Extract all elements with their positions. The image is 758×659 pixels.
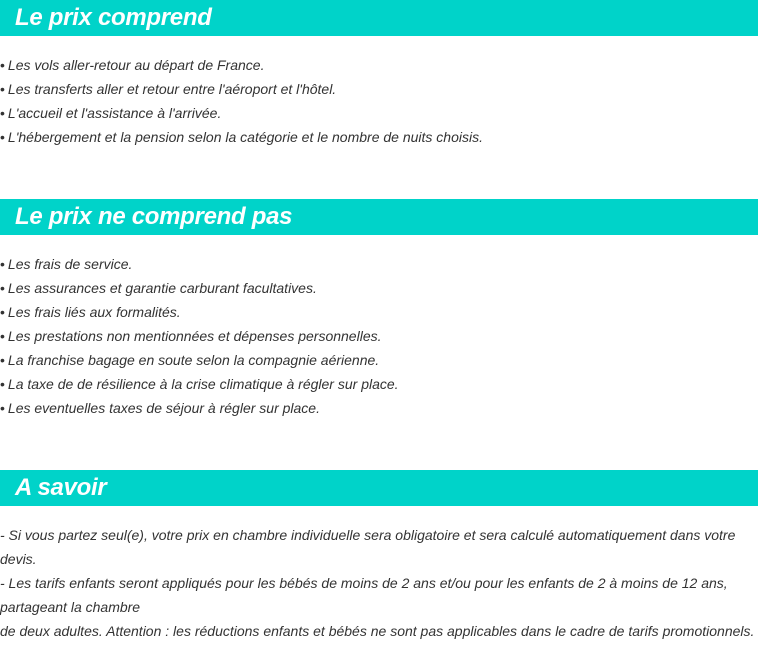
list-item: • Les frais liés aux formalités.: [0, 304, 181, 320]
bullet-icon: •: [0, 105, 5, 121]
section-header-good-to-know: [0, 470, 758, 506]
text-line: - Les tarifs enfants seront appliqués pour les bébés de moins de 2 ans et/ou pour les enfants de 2 à moins de 12 ans,: [0, 575, 728, 591]
section-title: A savoir: [15, 474, 107, 501]
not-included-list: [0, 252, 399, 420]
bullet-icon: •: [0, 376, 5, 392]
list-item: • L'accueil et l'assistance à l'arrivée.: [0, 105, 222, 121]
section-title: Le prix comprend: [15, 4, 212, 31]
section-header-included: [0, 0, 758, 36]
bullet-icon: •: [0, 328, 5, 344]
list-item: • La franchise bagage en soute selon la compagnie aérienne.: [0, 352, 380, 368]
list-item: • Les prestations non mentionnées et dépenses personnelles.: [0, 328, 382, 344]
text-line: de deux adultes. Attention : les réductions enfants et bébés ne sont pas applicables dans le cadre de tarifs promotionnels.: [0, 623, 755, 639]
bullet-icon: •: [0, 352, 5, 368]
bullet-icon: •: [0, 256, 5, 272]
bullet-icon: •: [0, 57, 5, 73]
bullet-icon: •: [0, 81, 5, 97]
list-item: • Les assurances et garantie carburant facultatives.: [0, 280, 317, 296]
list-item: • Les transferts aller et retour entre l'aéroport et l'hôtel.: [0, 81, 337, 97]
list-item: • Les eventuelles taxes de séjour à régler sur place.: [0, 400, 320, 416]
included-list: [0, 53, 483, 149]
section-title: Le prix ne comprend pas: [15, 203, 293, 230]
bullet-icon: •: [0, 304, 5, 320]
list-item: • L'hébergement et la pension selon la catégorie et le nombre de nuits choisis.: [0, 129, 483, 145]
text-line: partageant la chambre: [0, 599, 141, 615]
list-item: • Les frais de service.: [0, 256, 133, 272]
bullet-icon: •: [0, 129, 5, 145]
good-to-know-text: [0, 523, 758, 643]
list-item: • Les vols aller-retour au départ de France.: [0, 57, 265, 73]
bullet-icon: •: [0, 280, 5, 296]
list-item: • La taxe de de résilience à la crise climatique à régler sur place.: [0, 376, 399, 392]
text-line: - Si vous partez seul(e), votre prix en chambre individuelle sera obligatoire et sera calculé automatiquement dans votre: [0, 527, 736, 543]
text-line: devis.: [0, 551, 37, 567]
bullet-icon: •: [0, 400, 5, 416]
section-header-not-included: [0, 199, 758, 235]
